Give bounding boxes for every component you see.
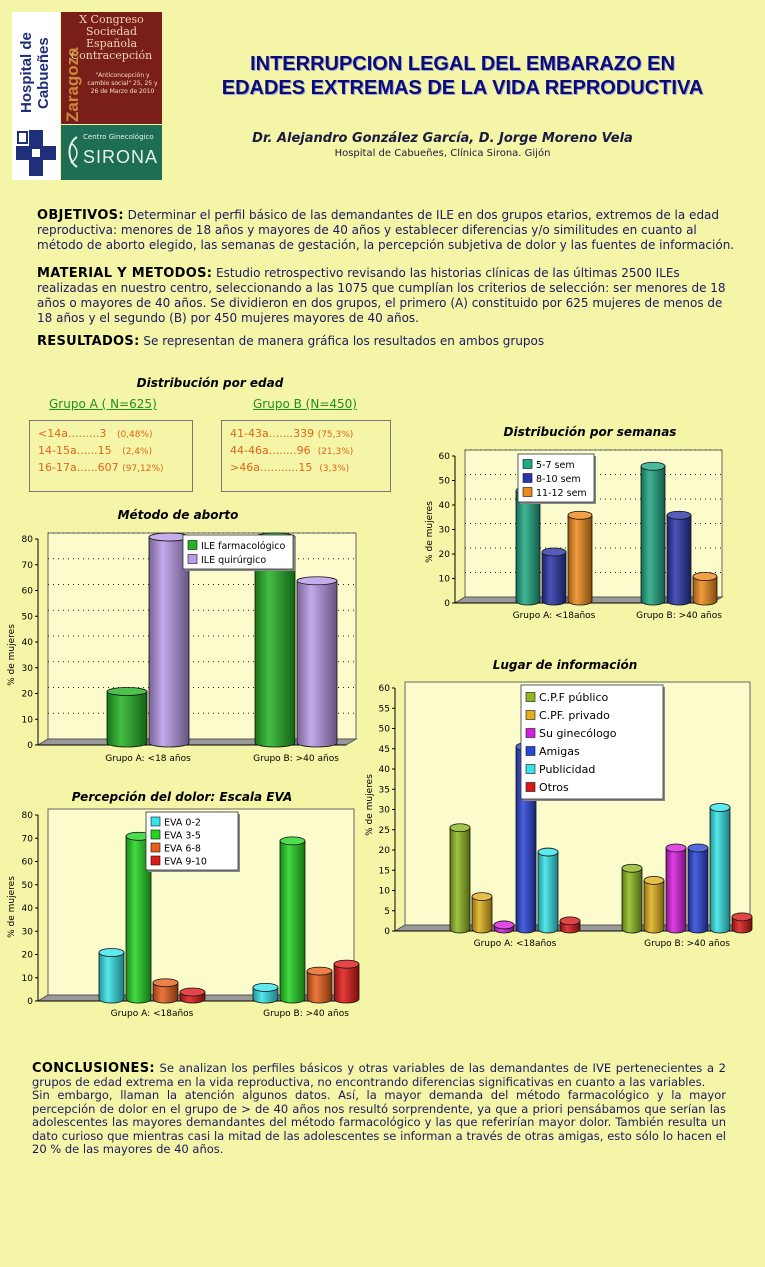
x-category-label: Grupo A: <18años <box>110 1009 194 1019</box>
y-tick-label: 25 <box>378 825 390 836</box>
y-tick-label: 10 <box>378 886 390 897</box>
bar-body <box>538 852 558 933</box>
y-axis-label: % de mujeres <box>7 624 17 686</box>
sirona-emblem-icon <box>65 135 81 169</box>
legend-swatch <box>526 693 535 702</box>
legend-label: 8-10 sem <box>536 474 581 485</box>
age-row: 14-15a......15 (2,4%) <box>38 444 153 457</box>
legend-label: EVA 0-2 <box>164 817 201 829</box>
authors: Dr. Alejandro González García, D. Jorge Moreno Vela <box>252 131 633 146</box>
chart-semanas <box>415 422 725 627</box>
bar <box>560 917 580 933</box>
bar-body <box>280 841 305 1003</box>
bar <box>667 511 691 605</box>
bar-body <box>450 828 470 933</box>
y-tick-label: 50 <box>438 476 450 487</box>
bar-top <box>153 979 178 987</box>
y-tick-label: 5 <box>384 906 390 917</box>
y-tick-label: 60 <box>378 684 390 694</box>
y-axis-label: % de mujeres <box>365 774 375 836</box>
bar-body <box>641 466 665 605</box>
group-a-label: Grupo A ( N=625) <box>49 397 157 411</box>
poster-title: INTERRUPCION LEGAL DEL EMBARAZO EN EDADES EXTREMAS DE LA VIDA REPRODUCTIVA <box>221 53 704 99</box>
material-section <box>37 266 737 326</box>
legend-swatch <box>526 783 535 792</box>
bar-top <box>568 511 592 519</box>
bar <box>494 921 514 933</box>
legend-swatch <box>526 765 535 774</box>
legend-label: Su ginecólogo <box>539 727 617 740</box>
legend-swatch <box>526 747 535 756</box>
bar-top <box>472 893 492 901</box>
resultados-heading: RESULTADOS: <box>37 334 140 349</box>
bar <box>334 960 359 1003</box>
y-tick-label: 80 <box>21 811 33 821</box>
y-axis-label: % de mujeres <box>425 501 435 563</box>
bar <box>253 983 278 1003</box>
chart-title: Percepción del dolor: Escala EVA <box>71 790 293 804</box>
x-category-label: Grupo B: >40 años <box>253 754 339 764</box>
bar-top <box>334 960 359 968</box>
sirona-logo <box>61 125 162 180</box>
bar <box>297 577 337 747</box>
y-tick-label: 20 <box>21 689 33 700</box>
conclusiones-text-1: Se analizan los perfiles básicos y otras variables de las demandantes de IVE pertenecientes a 2 grupos de edad extrema en la vida reproductiva, no encontrando diferencias significativas en cuanto a las variables. <box>32 1061 726 1089</box>
bar-body <box>644 880 664 933</box>
age-row: 16-17a......607 (97,12%) <box>38 461 164 474</box>
bar <box>644 876 664 933</box>
bar <box>732 913 752 933</box>
chart-title: Lugar de información <box>492 658 638 672</box>
chart-title: Método de aborto <box>117 508 239 522</box>
legend-swatch <box>188 541 197 550</box>
y-tick-label: 50 <box>378 724 390 735</box>
legend-swatch <box>151 856 160 865</box>
bar <box>280 837 305 1003</box>
legend-label: EVA 9-10 <box>164 856 207 868</box>
x-category-label: Grupo A: <18años <box>473 939 557 949</box>
legend-swatch <box>526 729 535 738</box>
legend-swatch <box>523 474 532 483</box>
y-tick-label: 10 <box>21 715 33 726</box>
legend-label: C.PF. privado <box>539 709 610 722</box>
bar-top <box>253 983 278 991</box>
hospital-cross-icon <box>16 130 56 176</box>
y-tick-label: 30 <box>438 525 450 536</box>
x-category-label: Grupo A: <18 años <box>105 754 191 764</box>
bar-body <box>667 515 691 605</box>
y-tick-label: 60 <box>438 452 450 462</box>
bar-top <box>99 949 124 957</box>
y-tick-label: 40 <box>21 638 33 648</box>
bar-body <box>666 848 686 933</box>
objetivos-heading: OBJETIVOS: <box>37 208 124 223</box>
bar-body <box>622 868 642 933</box>
y-tick-label: 40 <box>378 765 390 775</box>
y-tick-label: 30 <box>21 927 33 938</box>
bar-body <box>107 692 147 748</box>
y-tick-label: 45 <box>378 744 390 755</box>
y-tick-label: 35 <box>378 785 390 796</box>
bar-body <box>710 808 730 934</box>
y-tick-label: 30 <box>378 805 390 816</box>
x-category-label: Grupo A: <18años <box>512 611 596 621</box>
bar-body <box>297 581 337 747</box>
bar <box>516 487 540 605</box>
bar-top <box>644 876 664 884</box>
bar-top <box>693 573 717 581</box>
y-tick-label: 0 <box>444 599 450 609</box>
y-tick-label: 10 <box>21 973 33 984</box>
age-row: 41-43a.......339 (75,3%) <box>230 427 354 440</box>
legend-swatch <box>523 460 532 469</box>
bar <box>153 979 178 1003</box>
bar <box>307 967 332 1003</box>
y-tick-label: 60 <box>21 857 33 868</box>
legend-label: EVA 6-8 <box>164 843 201 855</box>
bar-top <box>450 824 470 832</box>
chart-title: Distribución por semanas <box>503 425 677 439</box>
resultados-section <box>37 334 737 349</box>
x-category-label: Grupo B: >40 años <box>263 1009 349 1019</box>
y-tick-label: 20 <box>21 950 33 961</box>
bar <box>542 548 566 605</box>
y-tick-label: 70 <box>21 560 33 571</box>
y-tick-label: 40 <box>21 904 33 914</box>
bar-body <box>334 964 359 1003</box>
bar <box>450 824 470 933</box>
bar-top <box>538 848 558 856</box>
bar <box>688 844 708 933</box>
y-tick-label: 20 <box>378 846 390 856</box>
legend-label: 5-7 sem <box>536 460 575 471</box>
bar <box>538 848 558 933</box>
legend-label: ILE quirúrgico <box>201 555 267 566</box>
material-text: Estudio retrospectivo revisando las historias clínicas de las últimas 2500 ILEs realizadas en nuestro centro, seleccionando a las 1075 que cumplían los criterios de selección: ser menores de 18 años o mayores de 40 años. Se dividieron en dos grupos, el primero (A) constituido por 625 mujeres de menos de 18 años y el segundo (B) por 450 mujeres mayores de 40 años. <box>37 266 726 325</box>
bar <box>622 864 642 933</box>
resultados-text: Se representan de manera gráfica los resultados en ambos grupos <box>139 334 545 348</box>
y-tick-label: 80 <box>21 535 33 545</box>
bar-top <box>307 967 332 975</box>
x-category-label: Grupo B: >40 años <box>644 939 730 949</box>
y-tick-label: 55 <box>378 704 390 715</box>
bar-top <box>688 844 708 852</box>
bar <box>180 988 205 1003</box>
chart-dolor <box>0 787 360 1024</box>
y-tick-label: 0 <box>27 741 33 751</box>
bar-top <box>560 917 580 925</box>
bar <box>693 573 717 606</box>
affiliation: Hospital de Cabueñes, Clínica Sirona. Gijón <box>334 148 551 159</box>
bar-body <box>99 953 124 1004</box>
legend-label: C.P.F público <box>539 691 609 704</box>
conclusiones-text-2: Sin embargo, llaman la atención algunos datos. Así, la mayor demanda del método farmacológico y la mayor percepción de dolor en el grupo de > de 40 años nos resultó sorprendente, ya que a priori pensábamos que serían las adolescentes las mayores demandantes del método farmacológico y las que referirían mayor dolor. También resulta un dato curioso que mientras casi la mitad de las adolescentes se informan a través de otras amigas, esto sólo lo hacen el 20 % de las mayores de 40 años. <box>32 1088 726 1156</box>
bar-body <box>688 848 708 933</box>
bar-top <box>280 837 305 845</box>
bar-body <box>568 515 592 605</box>
y-tick-label: 15 <box>378 866 390 877</box>
legend-swatch <box>526 711 535 720</box>
objetivos-text: Determinar el perfil básico de las demandantes de ILE en dos grupos etarios, extremos de la edad reproductiva: menores de 18 años y mayores de 40 años y establecer diferencias y/o similitudes en cuanto al método de aborto elegido, las semanas de gestación, la percepción subjetiva de dolor y las fuentes de información. <box>37 208 735 252</box>
bar-body <box>542 552 566 605</box>
legend-swatch <box>151 817 160 826</box>
chart-lugar <box>355 655 755 955</box>
conclusiones-heading: CONCLUSIONES: <box>32 1061 155 1076</box>
bar <box>472 893 492 933</box>
legend-swatch <box>523 488 532 497</box>
legend-swatch <box>151 830 160 839</box>
y-tick-label: 0 <box>27 997 33 1007</box>
y-tick-label: 30 <box>21 663 33 674</box>
congress-city: Zaragoza <box>63 47 82 122</box>
y-tick-label: 10 <box>438 574 450 585</box>
congress-title: X Congreso Sociedad Española Contracepción <box>70 13 153 62</box>
y-tick-label: 50 <box>21 612 33 623</box>
sirona-name: SIRONA <box>83 147 159 167</box>
bar-body <box>516 491 540 605</box>
y-tick-label: 60 <box>21 586 33 597</box>
x-category-label: Grupo B: >40 años <box>636 611 722 621</box>
bar-top <box>666 844 686 852</box>
bar-top <box>107 688 147 696</box>
bar-body <box>307 971 332 1003</box>
age-title: Distribución por edad <box>136 376 284 390</box>
bar-top <box>180 988 205 996</box>
legend-label: ILE farmacológico <box>201 541 286 552</box>
hospital-logo-text: Hospital de Cabueñes <box>18 32 52 114</box>
bar-top <box>667 511 691 519</box>
bar <box>710 804 730 934</box>
bar-top <box>622 864 642 872</box>
age-row: 44-46a........96 (21,3%) <box>230 444 354 457</box>
legend-label: Amigas <box>539 745 580 758</box>
y-tick-label: 70 <box>21 834 33 845</box>
group-b-label: Grupo B (N=450) <box>253 397 357 411</box>
legend-swatch <box>151 843 160 852</box>
age-row: >46a...........15 (3,3%) <box>230 461 350 474</box>
y-tick-label: 0 <box>384 927 390 937</box>
y-axis-label: % de mujeres <box>7 876 17 938</box>
bar <box>568 511 592 605</box>
bar <box>666 844 686 933</box>
bar-top <box>542 548 566 556</box>
chart-metodo-aborto <box>0 505 360 770</box>
legend-label: EVA 3-5 <box>164 830 201 842</box>
bar-top <box>494 921 514 929</box>
age-row: <14a.........3 (0,48%) <box>38 427 153 440</box>
legend-label: 11-12 sem <box>536 488 587 499</box>
group-a-age-box <box>29 420 193 492</box>
sirona-caption: Centro Ginecológico <box>83 133 154 141</box>
bar-body <box>472 897 492 933</box>
legend-swatch <box>188 555 197 564</box>
legend-label: Otros <box>539 781 569 794</box>
legend-label: Publicidad <box>539 763 596 776</box>
bar-top <box>641 462 665 470</box>
bar-top <box>710 804 730 812</box>
y-tick-label: 40 <box>438 501 450 511</box>
bar-top <box>297 577 337 585</box>
congress-subtitle: "Anticoncepción y cambio social" 25, 25 y 26 de Marzo de 2010 <box>87 72 158 95</box>
conclusiones-section <box>32 1062 726 1157</box>
congress-logo <box>61 12 162 124</box>
hospital-logo <box>12 12 60 180</box>
material-heading: MATERIAL Y METODOS: <box>37 266 213 281</box>
y-tick-label: 50 <box>21 880 33 891</box>
bar <box>99 949 124 1004</box>
group-b-age-box <box>221 420 391 492</box>
bar <box>641 462 665 605</box>
bar-top <box>732 913 752 921</box>
bar <box>107 688 147 748</box>
y-tick-label: 20 <box>438 550 450 560</box>
objetivos-section <box>37 208 737 253</box>
